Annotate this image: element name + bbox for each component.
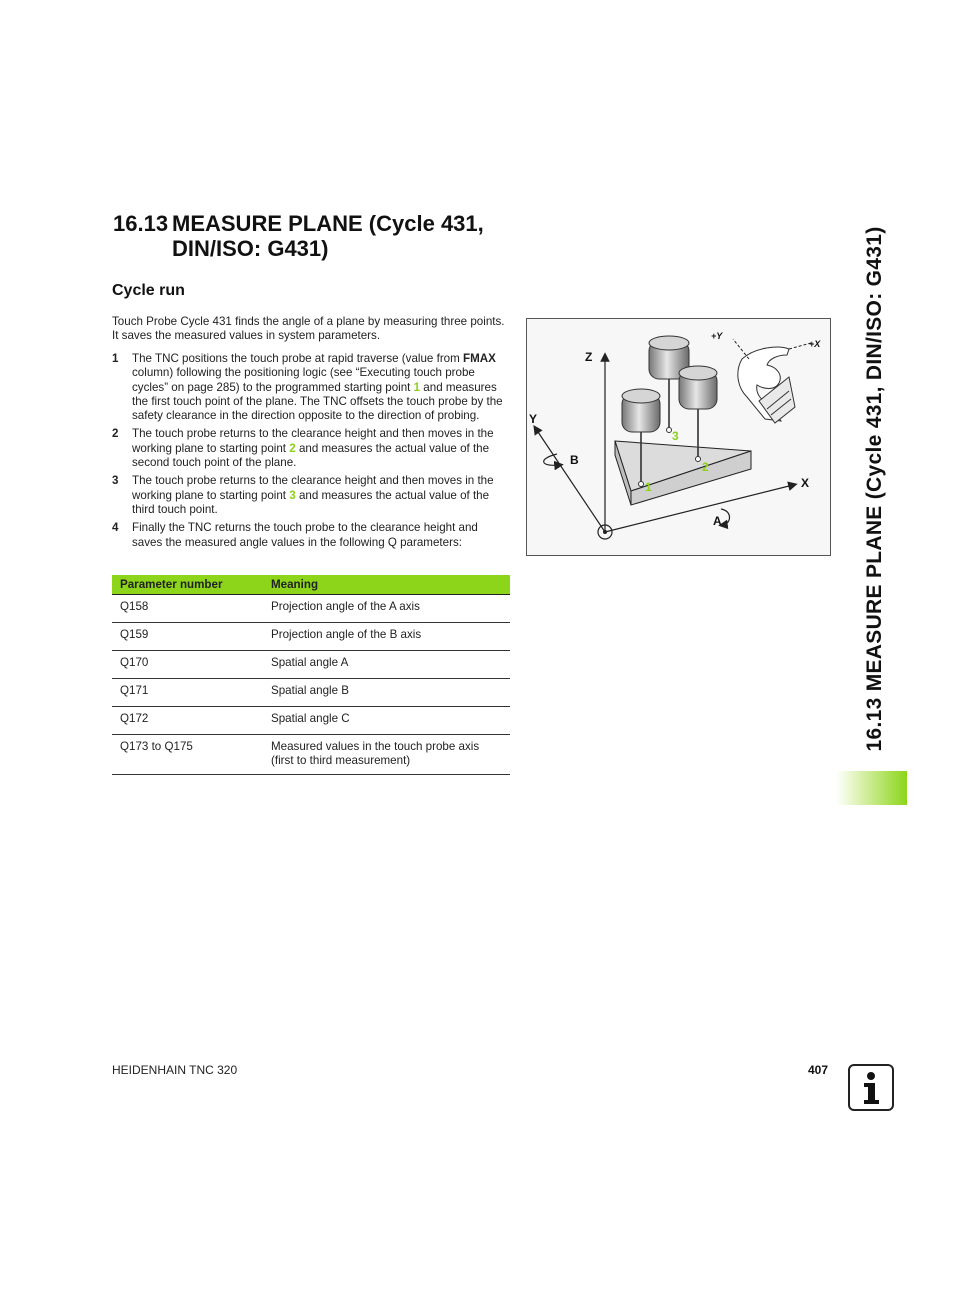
- label-a: A: [713, 514, 722, 528]
- column-header: Parameter number: [112, 575, 263, 595]
- section-number: 16.13: [113, 211, 169, 236]
- param-number: Q171: [112, 679, 263, 707]
- label-point-2: 2: [702, 460, 709, 474]
- table-row: [112, 707, 510, 735]
- table-row: [112, 735, 510, 775]
- label-point-1: 1: [645, 480, 652, 494]
- step-item: 1 The TNC positions the touch probe at rapid traverse (value from FMAX column) following the positioning logic (see “Executing touch probe cycles” on page 285) to the programmed starting point 1 and measures the first touch point of the plane. The TNC offsets the touch probe by the safety clearance in the direction opposite to the direction of probing.: [112, 352, 503, 423]
- parameter-table: [112, 575, 510, 775]
- step-number: 4: [112, 521, 119, 535]
- subheading-cycle-run: Cycle run: [112, 282, 185, 299]
- label-b: B: [570, 453, 579, 467]
- param-meaning: Measured values in the touch probe axis (first to third measurement): [263, 735, 510, 775]
- column-header: Meaning: [263, 575, 510, 595]
- point-ref: 1: [413, 380, 421, 394]
- param-meaning: Projection angle of the B axis: [263, 623, 510, 651]
- param-meaning: Projection angle of the A axis: [263, 595, 510, 623]
- param-meaning: Spatial angle A: [263, 651, 510, 679]
- step-item: 2 The touch probe returns to the clearance height and then moves in the working plane to starting point 2 and measures the actual value of the second touch point of the plane.: [112, 427, 494, 470]
- param-meaning: Spatial angle C: [263, 707, 510, 735]
- intro-paragraph: Touch Probe Cycle 431 finds the angle of a plane by measuring three points. It saves the measured values in system parameters.: [112, 315, 505, 343]
- table-row: [112, 651, 510, 679]
- hand-icon: [738, 347, 795, 423]
- label-plus-x: +X: [809, 339, 821, 349]
- label-y: Y: [529, 412, 538, 426]
- side-chapter-title: 16.13 MEASURE PLANE (Cycle 431, DIN/ISO: G431): [863, 226, 886, 752]
- label-z: Z: [585, 350, 593, 364]
- a-rotation-arrow: [721, 509, 730, 525]
- step-number: 1: [112, 352, 119, 365]
- probe-figure: [526, 318, 831, 556]
- step-item: 3 The touch probe returns to the clearance height and then moves in the working plane to starting point 3 and measures the actual value of the third touch point.: [112, 474, 494, 516]
- step-number: 3: [112, 474, 119, 488]
- probe-diagram: [527, 319, 830, 555]
- section-title-line-2: DIN/ISO: G431): [172, 236, 329, 261]
- fmax-keyword: FMAX: [463, 352, 496, 365]
- label-plus-y: +Y: [711, 331, 723, 341]
- chapter-tab-marker: [836, 771, 907, 805]
- label-x: X: [801, 476, 810, 490]
- plus-x-arrow: [789, 343, 811, 349]
- param-number: Q173 to Q175: [112, 735, 263, 775]
- param-meaning: Spatial angle B: [263, 679, 510, 707]
- info-icon: [848, 1064, 894, 1111]
- table-header-row: [112, 575, 510, 595]
- step-item: 4 Finally the TNC returns the touch probe to the clearance height and saves the measured angle values in the following Q parameters:: [112, 521, 478, 549]
- param-number: Q170: [112, 651, 263, 679]
- y-axis-line: [536, 429, 605, 532]
- footer-manual-name: HEIDENHAIN TNC 320: [112, 1063, 238, 1077]
- param-number: Q159: [112, 623, 263, 651]
- point-ref: 2: [289, 441, 296, 455]
- label-point-3: 3: [672, 429, 679, 443]
- param-number: Q158: [112, 595, 263, 623]
- section-title-line-1: MEASURE PLANE (Cycle 431,: [172, 211, 484, 236]
- param-number: Q172: [112, 707, 263, 735]
- table-row: [112, 623, 510, 651]
- page-number: 407: [808, 1063, 829, 1077]
- table-row: [112, 679, 510, 707]
- step-number: 2: [112, 427, 119, 441]
- table-row: [112, 595, 510, 623]
- point-ref: 3: [289, 488, 296, 502]
- step-list: [112, 352, 510, 554]
